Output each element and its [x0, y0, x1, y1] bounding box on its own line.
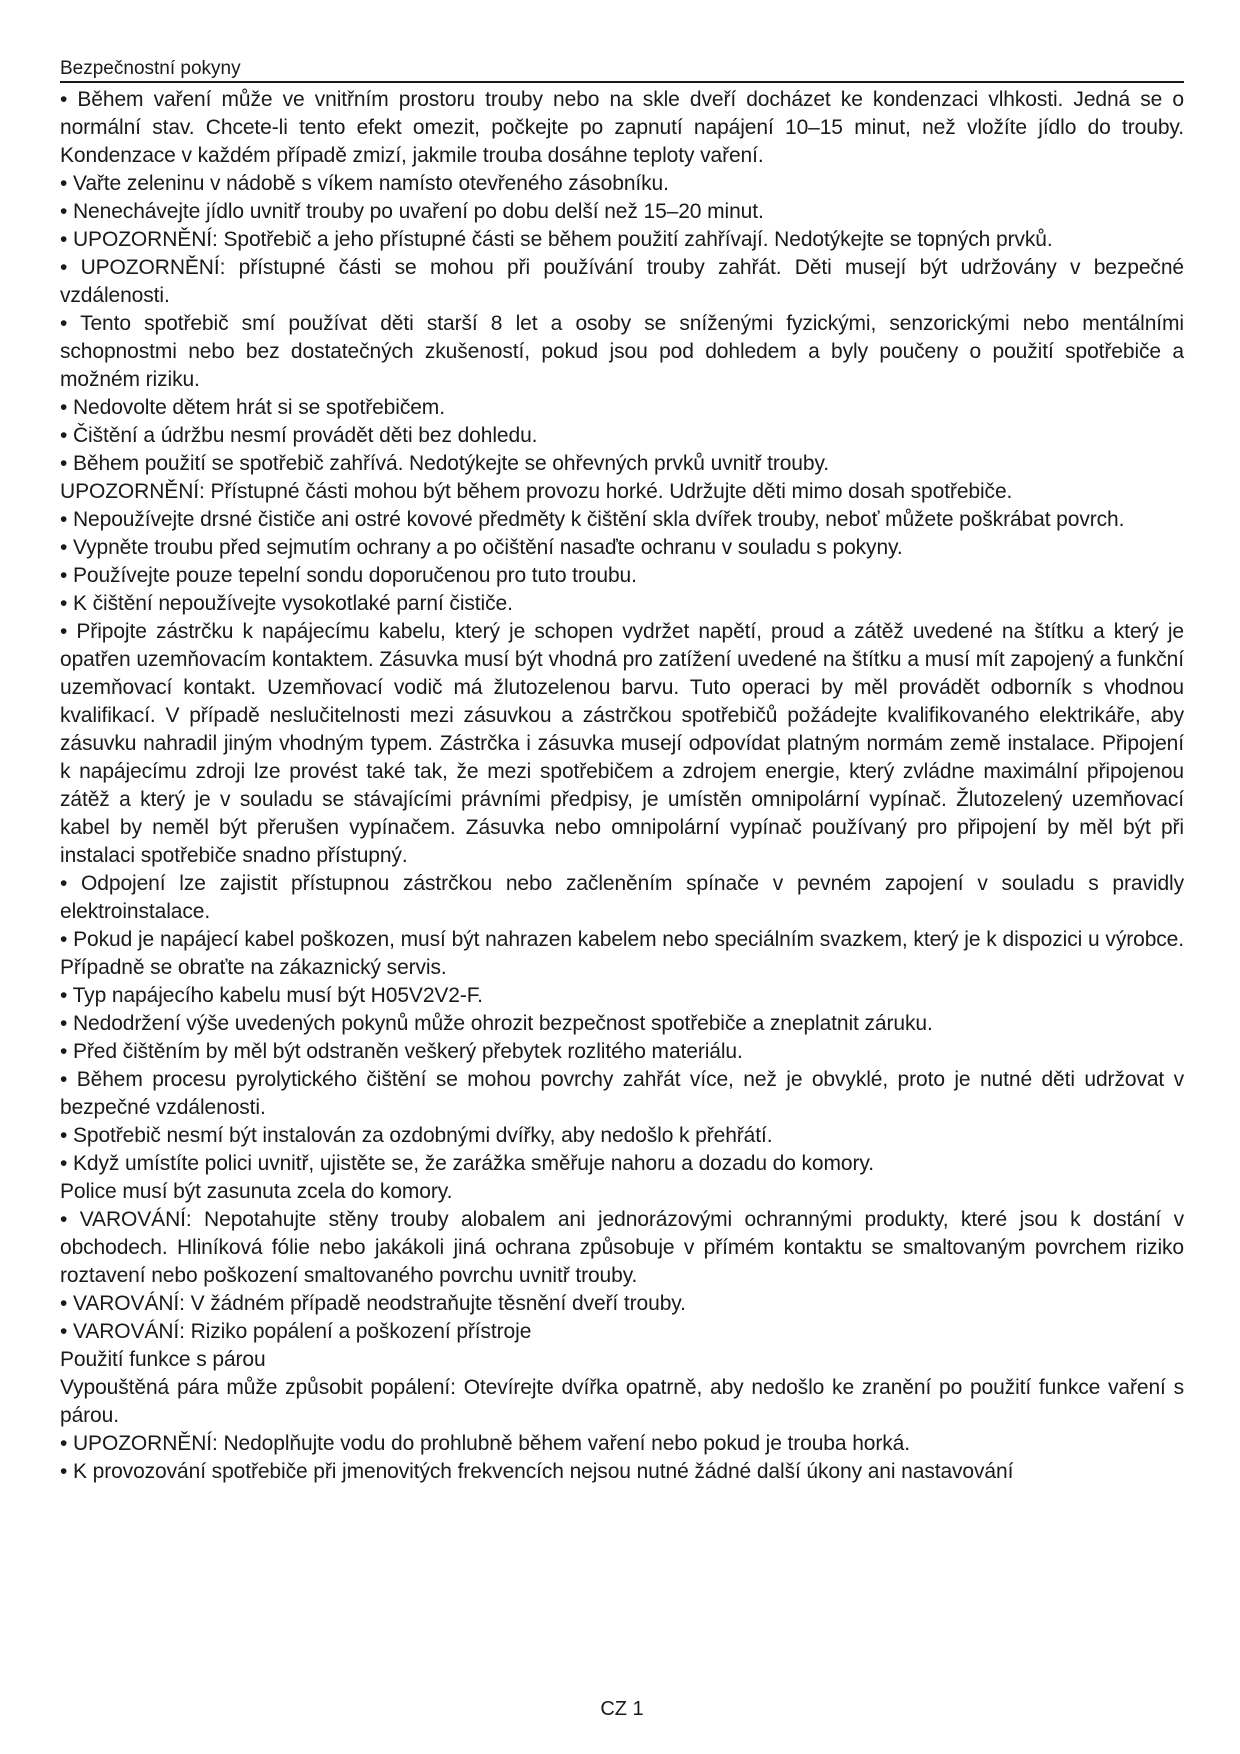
page-number: CZ 1	[600, 1698, 644, 1720]
header-divider	[60, 81, 1184, 83]
paragraph: • Čištění a údržbu nesmí provádět děti bez dohledu.	[60, 424, 538, 447]
paragraph: • Během použití se spotřebič zahřívá. Nedotýkejte se ohřevných prvků uvnitř trouby.	[60, 452, 830, 475]
subheading: Použití funkce s párou	[60, 1348, 266, 1371]
paragraph: • K čištění nepoužívejte vysokotlaké parní čističe.	[60, 592, 513, 615]
paragraph: • Nedodržení výše uvedených pokynů může ohrozit bezpečnost spotřebiče a zneplatnit záruku.	[60, 1012, 933, 1035]
paragraph: • Vypněte troubu před sejmutím ochrany a po očištění nasaďte ochranu v souladu s pokyny.	[60, 536, 903, 559]
paragraph: • Odpojení lze zajistit přístupnou zástrčkou nebo začleněním spínače v pevném zapojení v souladu s pravidly elektroinstalace.	[60, 872, 1184, 923]
paragraph: • Během vaření může ve vnitřním prostoru trouby nebo na skle dveří docházet ke kondenzaci vlhkosti. Jedná se o normální stav. Chcete-li tento efekt omezit, počkejte po zapnutí napájení 10–15 minut, než vložíte jídlo do trouby. Kondenzace v každém případě zmizí, jakmile trouba dosáhne teploty vaření.	[60, 88, 1184, 167]
paragraph: • Nepoužívejte drsné čističe ani ostré kovové předměty k čištění skla dvířek trouby, neboť můžete poškrábat povrch.	[60, 508, 1125, 531]
section-title: Bezpečnostní pokyny	[60, 58, 241, 79]
paragraph: • VAROVÁNÍ: Riziko popálení a poškození přístroje	[60, 1320, 532, 1343]
safety-instructions-text	[60, 86, 1184, 1486]
paragraph: • Když umístíte polici uvnitř, ujistěte se, že zarážka směřuje nahoru a dozadu do komory.	[60, 1152, 874, 1175]
paragraph: • VAROVÁNÍ: V žádném případě neodstraňujte těsnění dveří trouby.	[60, 1292, 686, 1315]
paragraph: • UPOZORNĚNÍ: Nedoplňujte vodu do prohlubně během vaření nebo pokud je trouba horká.	[60, 1432, 910, 1455]
paragraph: • Před čištěním by měl být odstraněn veškerý přebytek rozlitého materiálu.	[60, 1040, 743, 1063]
paragraph: UPOZORNĚNÍ: Přístupné části mohou být během provozu horké. Udržujte děti mimo dosah spotřebiče.	[60, 480, 1013, 503]
paragraph: • UPOZORNĚNÍ: Spotřebič a jeho přístupné části se během použití zahřívají. Nedotýkejte se topných prvků.	[60, 228, 1053, 251]
paragraph: • VAROVÁNÍ: Nepotahujte stěny trouby alobalem ani jednorázovými ochrannými produkty, které jsou k dostání v obchodech. Hliníková fólie nebo jakákoli jiná ochrana způsobuje v přímém kontaktu se smaltovaným povrchem riziko roztavení nebo poškození smaltovaného povrchu uvnitř trouby.	[60, 1208, 1184, 1287]
paragraph: • Pokud je napájecí kabel poškozen, musí být nahrazen kabelem nebo speciálním svazkem, který je k dispozici u výrobce. Případně se obraťte na zákaznický servis.	[60, 928, 1184, 979]
paragraph: • Tento spotřebič smí používat děti starší 8 let a osoby se sníženými fyzickými, senzorickými nebo mentálními schopnostmi nebo bez dostatečných zkušeností, pokud jsou pod dohledem a byly poučeny o použití spotřebiče a možném riziku.	[60, 312, 1184, 391]
paragraph: • Nedovolte dětem hrát si se spotřebičem.	[60, 396, 445, 419]
paragraph: • Používejte pouze tepelní sondu doporučenou pro tuto troubu.	[60, 564, 637, 587]
paragraph: Police musí být zasunuta zcela do komory.	[60, 1180, 453, 1203]
paragraph: • Vařte zeleninu v nádobě s víkem namísto otevřeného zásobníku.	[60, 172, 669, 195]
paragraph: • Typ napájecího kabelu musí být H05V2V2-F.	[60, 984, 483, 1007]
paragraph: • Připojte zástrčku k napájecímu kabelu, který je schopen vydržet napětí, proud a zátěž uvedené na štítku a který je opatřen uzemňovacím kontaktem. Zásuvka musí být vhodná pro zatížení uvedené na štítku a musí mít zapojený a funkční uzemňovací kontakt. Uzemňovací vodič má žlutozelenou barvu. Tuto operaci by měl provádět odborník s vhodnou kvalifikací. V případě neslučitelnosti mezi zásuvkou a zástrčkou spotřebičů požádejte kvalifikovaného elektrikáře, aby zásuvku nahradil jiným vhodným typem. Zástrčka i zásuvka musejí odpovídat platným normám země instalace. Připojení k napájecímu zdroji lze provést také tak, že mezi spotřebičem a zdrojem energie, který zvládne maximální připojenou zátěž a který je v souladu se stávajícími právními předpisy, je umístěn omnipolární vypínač. Žlutozelený uzemňovací kabel by neměl být přerušen vypínačem. Zásuvka nebo omnipolární vypínač používaný pro připojení by měl být při instalaci spotřebiče snadno přístupný.	[60, 620, 1184, 867]
paragraph: • Spotřebič nesmí být instalován za ozdobnými dvířky, aby nedošlo k přehřátí.	[60, 1124, 773, 1147]
paragraph: • Nenechávejte jídlo uvnitř trouby po uvaření po dobu delší než 15–20 minut.	[60, 200, 764, 223]
paragraph: • Během procesu pyrolytického čištění se mohou povrchy zahřát více, než je obvyklé, proto je nutné děti udržovat v bezpečné vzdálenosti.	[60, 1068, 1184, 1119]
paragraph: • UPOZORNĚNÍ: přístupné části se mohou při používání trouby zahřát. Děti musejí být udržovány v bezpečné vzdálenosti.	[60, 256, 1184, 307]
paragraph: • K provozování spotřebiče při jmenovitých frekvencích nejsou nutné žádné další úkony ani nastavování	[60, 1460, 1014, 1483]
document-page	[60, 0, 1184, 1754]
paragraph: Vypouštěná pára může způsobit popálení: Otevírejte dvířka opatrně, aby nedošlo ke zranění po použití funkce vaření s párou.	[60, 1376, 1184, 1427]
